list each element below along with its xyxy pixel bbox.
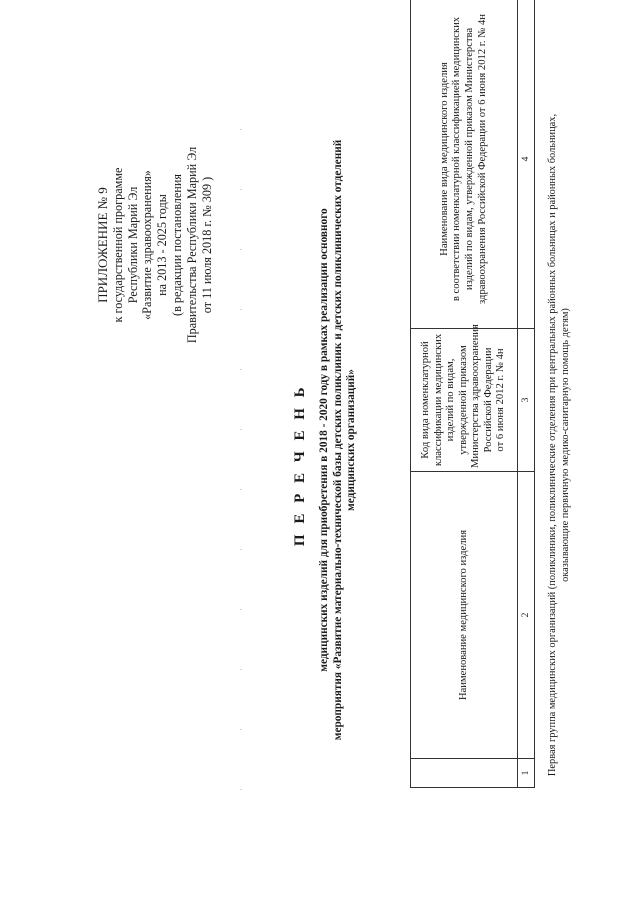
- column-number: 4: [518, 0, 535, 329]
- appendix-line: к государственной программе: [110, 167, 125, 323]
- group-heading: [547, 30, 572, 860]
- appendix-block: [96, 120, 214, 370]
- appendix-line: от 11 июля 2018 г. № 309 ): [199, 176, 214, 314]
- appendix-line: «Развитие здравоохранения»: [140, 170, 155, 320]
- column-number: 2: [518, 472, 535, 759]
- column-number: 3: [518, 329, 535, 472]
- document-subtitle: [318, 90, 359, 790]
- medical-devices-table: [410, 0, 535, 788]
- column-header-classification-code: Код вида номенклатурной классификации медицинских изделий по видам, утвержденной приказом Министерства здравоохранения Российской Федерации от 6 июня 2012 г. № 4н: [411, 329, 518, 472]
- appendix-line: ПРИЛОЖЕНИЕ № 9: [95, 187, 110, 303]
- table-header-row: [411, 0, 518, 788]
- column-header-device-name: Наименование медицинского изделия: [411, 472, 518, 759]
- subtitle-line: медицинских организаций»: [345, 369, 358, 511]
- column-number-row: [518, 0, 535, 788]
- appendix-line: Правительства Республики Марий Эл: [184, 146, 199, 344]
- group-heading-line: Первая группа медицинских организаций (поликлиники, поликлинические отделения при центральных районных больницах и районных больницах,: [547, 113, 558, 777]
- scan-margin-marks: [240, 110, 242, 790]
- column-header-device-type-name: Наименование вида медицинского изделия в соответствии номенклатурной классификацией медицинских изделий по видам, утвержденной приказом Министерства здравоохранения Российской Федерации от 6 июня 2012 г. № 4н: [411, 0, 518, 329]
- group-heading-line: оказывающие первичную медико-санитарную помощь детям): [559, 308, 571, 582]
- column-number: 1: [518, 759, 535, 788]
- appendix-line: (в редакции постановления: [169, 174, 184, 316]
- column-header-index: [411, 759, 518, 788]
- subtitle-line: медицинских изделий для приобретения в 2018 - 2020 году в рамках реализации основного: [318, 208, 330, 672]
- appendix-line: на 2013 - 2025 годы: [155, 194, 170, 296]
- subtitle-line: мероприятия «Развитие материально-технической базы детских поликлиник и детских поликлинических отделений: [331, 139, 344, 741]
- document-title: П Е Р Е Ч Е Н Ь: [292, 383, 308, 547]
- appendix-line: Республики Марий Эл: [125, 186, 140, 304]
